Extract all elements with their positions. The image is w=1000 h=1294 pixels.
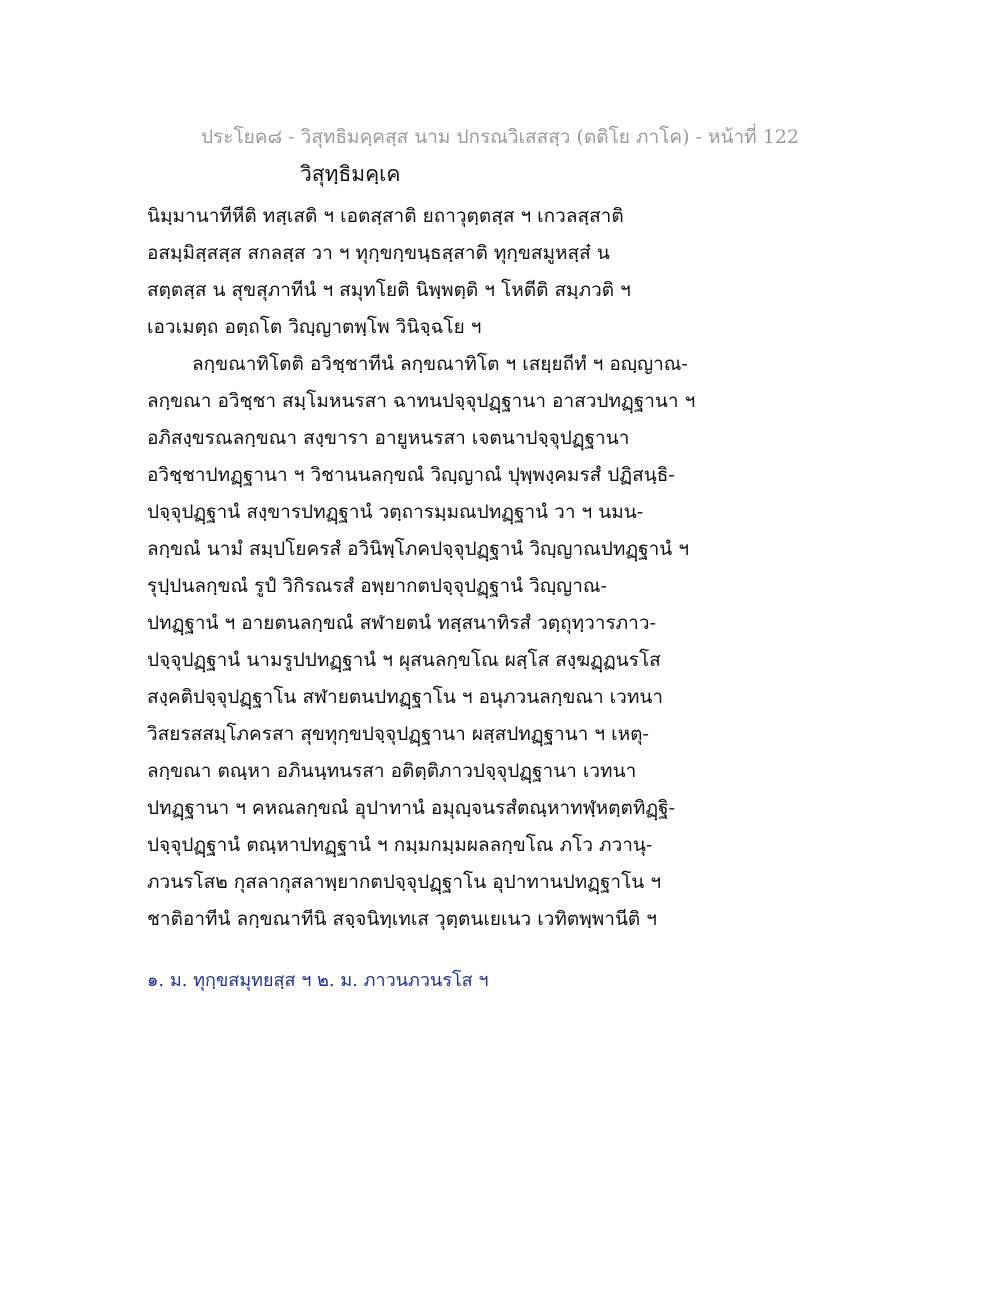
text-line: ชาติอาทีนํ ลกฺขณาทีนิ สจฺจนิทฺเทเส วุตฺตนเยเนว เวทิตพฺพานีติ ฯ xyxy=(147,908,657,930)
text-line: เอวเมตฺถ อตฺถโต วิญฺญาตพฺโพ วินิจฺฉโย ฯ xyxy=(147,316,482,338)
footnote: ๑. ม. ทุกฺขสมุทยสฺส ฯ ๒. ม. ภาวนภวนรโส ฯ xyxy=(147,970,489,991)
text-line: ลกฺขณา อวิชฺชา สมฺโมหนรสา ฉาทนปจฺจุปฏฺฐานา อาสวปทฏฺฐานา ฯ xyxy=(147,390,696,412)
running-header: ประโยค๘ - วิสุทธิมคฺคสฺส นาม ปกรณวิเสสสฺว (ตติโย ภาโค) - หน้าที่ 122 xyxy=(200,126,800,148)
text-line: วิสยรสสมฺโภครสา สุขทุกฺขปจฺจุปฏฺฐานา ผสฺสปทฏฺฐานา ฯ เหตุ- xyxy=(147,723,649,745)
body-text xyxy=(147,198,867,938)
text-line: ลกฺขณา ตณฺหา อภินนฺทนรสา อติตฺติภาวปจฺจุปฏฺฐานา เวทนา xyxy=(147,760,637,782)
text-line: สตฺตสฺส น สุขสุภาทีนํ ฯ สมุทโยติ นิพฺพตฺติ ฯ โหตีติ สมฺภวติ ฯ xyxy=(147,279,631,301)
text-line: ลกฺขณาทิโตติ อวิชฺชาทีนํ ลกฺขณาทิโต ฯ เสยฺยถีทํ ฯ อญฺญาณ- xyxy=(192,353,688,375)
text-line: รุปฺปนลกฺขณํ รูปํ วิกิรณรสํ อพฺยากตปจฺจุปฏฺฐานํ วิญฺญาณ- xyxy=(147,575,607,597)
section-title: วิสุทฺธิมคฺเค xyxy=(300,162,401,186)
text-line: อสมฺมิสฺสสฺส สกลสฺส วา ฯ ทุกฺขกฺขนฺธสฺสาติ ทุกฺขสมูหสฺส๋ น xyxy=(147,242,610,264)
text-line: ปจฺจุปฏฺฐานํ สงฺขารปทฏฺฐานํ วตฺถารมฺมณปทฏฺฐานํ วา ฯ นมน- xyxy=(147,501,644,523)
text-line: ลกฺขณํ นามํ สมฺปโยครสํ อวินิพฺโภคปจฺจุปฏฺฐานํ วิญฺญาณปทฏฺฐานํ ฯ xyxy=(147,538,689,560)
text-line: สงฺคติปจฺจุปฏฺฐาโน สฬายตนปทฏฺฐาโน ฯ อนุภวนลกฺขณา เวทนา xyxy=(147,686,663,708)
text-line: ปทฏฺฐานา ฯ คหณลกฺขณํ อุปาทานํ อมุญฺจนรสํตณฺหาทฬฺหตฺตทิฏฺฐิ- xyxy=(147,797,676,819)
text-line: อภิสงฺขรณลกฺขณา สงฺขารา อายูหนรสา เจตนาปจฺจุปฏฺฐานา xyxy=(147,427,630,449)
text-line: ปจฺจุปฏฺฐานํ ตณฺหาปทฏฺฐานํ ฯ กมฺมกมฺมผลลกฺขโณ ภโว ภวานุ- xyxy=(147,834,653,856)
text-line: ปทฏฺฐานํ ฯ อายตนลกฺขณํ สฬายตนํ ทสฺสนาทิรสํ วตฺถุทฺวารภาว- xyxy=(147,612,656,634)
text-line: ภวนรโส๒ กุสลากุสลาพฺยากตปจฺจุปฏฺฐาโน อุปาทานปทฏฺฐาโน ฯ xyxy=(147,871,661,893)
text-line: ปจฺจุปฏฺฐานํ นามรูปปทฏฺฐานํ ฯ ผุสนลกฺขโณ ผสฺโส สงฺฆฏฺฏนรโส xyxy=(147,649,661,671)
text-line: อวิชฺชาปทฏฺฐานา ฯ วิชานนลกฺขณํ วิญฺญาณํ ปุพฺพงฺคมรสํ ปฏิสนฺธิ- xyxy=(147,464,675,486)
text-line: นิมฺมานาทีหีติ ทสฺเสติ ฯ เอตสฺสาติ ยถาวุตฺตสฺส ฯ เกวลสฺสาติ xyxy=(147,205,624,227)
